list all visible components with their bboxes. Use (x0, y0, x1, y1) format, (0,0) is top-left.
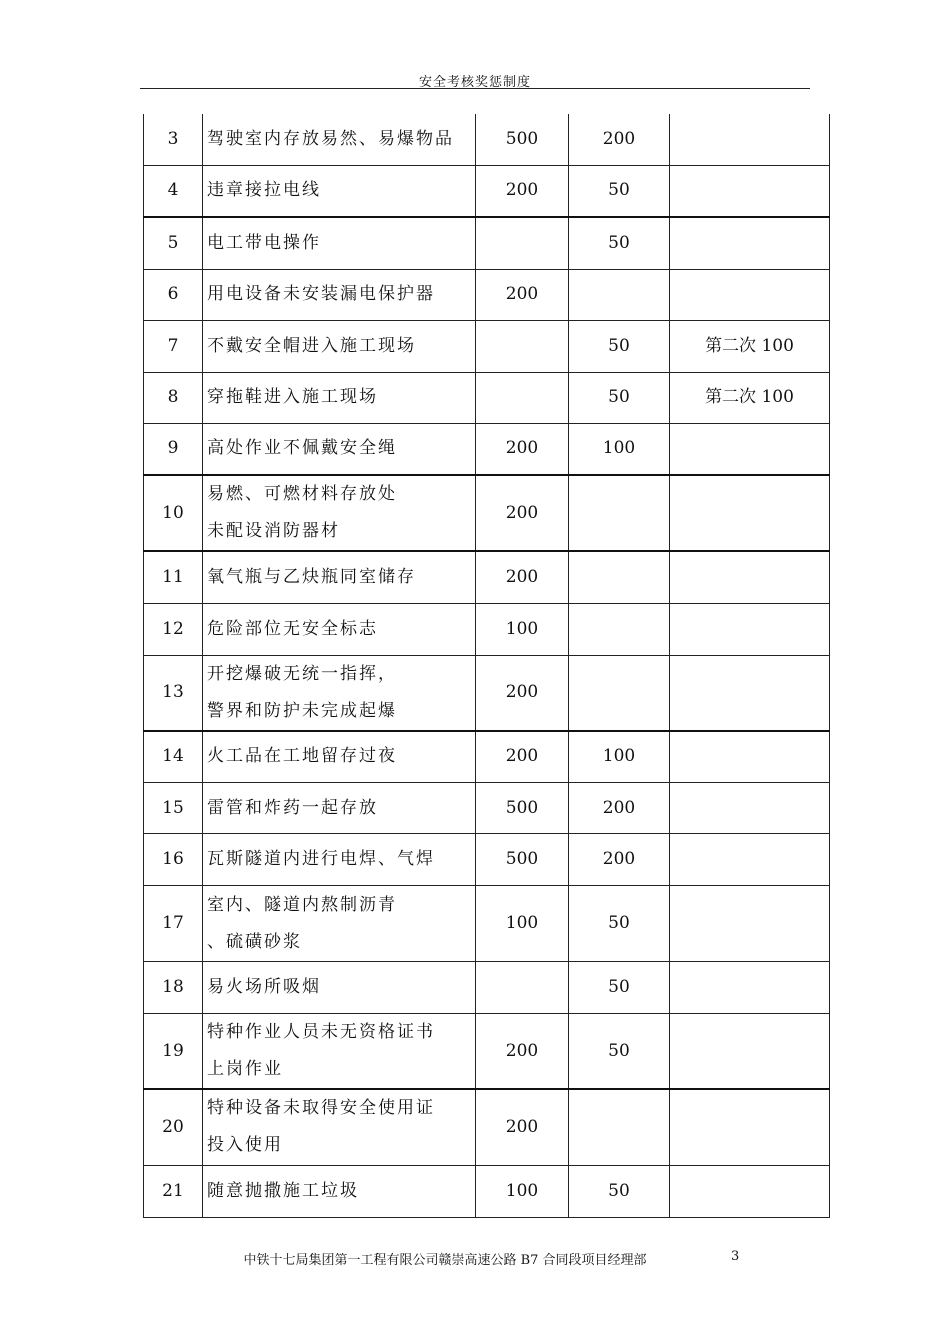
violation-item (203, 731, 476, 783)
fine-amount-a: 200 (476, 655, 569, 731)
violation-item-line: 氧气瓶与乙炔瓶同室储存 (207, 566, 416, 587)
fine-amount-b: 50 (569, 372, 670, 423)
violation-item (203, 165, 476, 217)
fine-amount-a: 200 (476, 423, 569, 475)
table-row (144, 1165, 830, 1217)
row-number: 8 (144, 372, 203, 423)
row-number: 21 (144, 1165, 203, 1217)
remark (670, 655, 830, 731)
violation-item (203, 217, 476, 269)
table-row (144, 423, 830, 475)
violation-item-line: 随意抛撒施工垃圾 (207, 1180, 359, 1201)
table-row (144, 475, 830, 551)
violation-item (203, 269, 476, 320)
violation-item-line: 驾驶室内存放易然、易爆物品 (207, 128, 454, 149)
fine-amount-b: 50 (569, 962, 670, 1014)
table-row (144, 783, 830, 834)
fine-amount-b: 50 (569, 320, 670, 372)
row-number: 19 (144, 1014, 203, 1090)
remark (670, 962, 830, 1014)
fine-amount-a (476, 217, 569, 269)
violation-item (203, 1089, 476, 1165)
remark (670, 1165, 830, 1217)
row-number: 17 (144, 886, 203, 962)
fine-amount-b (569, 551, 670, 603)
page-header-title: 安全考核奖惩制度 (418, 75, 531, 90)
violation-item-line: 开挖爆破无统一指挥， (207, 663, 397, 684)
violation-item-line: 上岗作业 (207, 1059, 283, 1079)
violation-item (203, 423, 476, 475)
remark (670, 886, 830, 962)
table-row (144, 269, 830, 320)
row-number: 9 (144, 423, 203, 475)
violation-item-line: 特种作业人员未无资格证书 (207, 1022, 435, 1042)
remark (670, 423, 830, 475)
header-divider (140, 88, 810, 89)
fine-amount-a: 500 (476, 834, 569, 886)
violation-item (203, 475, 476, 551)
violation-item-line: 危险部位无安全标志 (207, 618, 378, 639)
fine-amount-a: 200 (476, 1014, 569, 1090)
table-row (144, 731, 830, 783)
row-number: 18 (144, 962, 203, 1014)
violation-item (203, 551, 476, 603)
table-row (144, 551, 830, 603)
remark (670, 114, 830, 165)
penalty-table (143, 114, 830, 1218)
violation-item-line: 易燃、可燃材料存放处 (207, 484, 397, 504)
row-number: 13 (144, 655, 203, 731)
fine-amount-a: 200 (476, 165, 569, 217)
remark (670, 731, 830, 783)
violation-item-line: 雷管和炸药一起存放 (207, 797, 378, 818)
fine-amount-b (569, 475, 670, 551)
fine-amount-b: 200 (569, 834, 670, 886)
table-row (144, 372, 830, 423)
remark: 第二次 100 (670, 320, 830, 372)
table-row (144, 834, 830, 886)
fine-amount-a: 500 (476, 783, 569, 834)
fine-amount-a: 200 (476, 551, 569, 603)
violation-item (203, 655, 476, 731)
row-number: 11 (144, 551, 203, 603)
row-number: 3 (144, 114, 203, 165)
violation-item (203, 320, 476, 372)
fine-amount-a: 500 (476, 114, 569, 165)
table-row (144, 114, 830, 165)
violation-item (203, 372, 476, 423)
remark (670, 475, 830, 551)
fine-amount-b: 200 (569, 783, 670, 834)
row-number: 20 (144, 1089, 203, 1165)
fine-amount-b: 100 (569, 423, 670, 475)
violation-item (203, 1014, 476, 1090)
violation-item-line: 穿拖鞋进入施工现场 (207, 387, 378, 407)
fine-amount-b: 200 (569, 114, 670, 165)
violation-item (203, 886, 476, 962)
remark (670, 217, 830, 269)
table-row (144, 217, 830, 269)
table-row (144, 1014, 830, 1090)
row-number: 14 (144, 731, 203, 783)
remark (670, 1089, 830, 1165)
row-number: 12 (144, 603, 203, 655)
footer-organization: 中铁十七局集团第一工程有限公司赣崇高速公路 B7 合同段项目经理部 (243, 1253, 647, 1268)
fine-amount-a (476, 320, 569, 372)
row-number: 7 (144, 320, 203, 372)
table-row (144, 165, 830, 217)
violation-item (203, 783, 476, 834)
remark (670, 783, 830, 834)
violation-item (203, 962, 476, 1014)
row-number: 16 (144, 834, 203, 886)
violation-item-line: 用电设备未安装漏电保护器 (207, 284, 435, 304)
fine-amount-a: 100 (476, 603, 569, 655)
violation-item-line: 投入使用 (207, 1135, 283, 1156)
table-row (144, 886, 830, 962)
violation-item (203, 114, 476, 165)
fine-amount-b: 50 (569, 1014, 670, 1090)
row-number: 5 (144, 217, 203, 269)
remark (670, 165, 830, 217)
row-number: 4 (144, 165, 203, 217)
table-row (144, 603, 830, 655)
fine-amount-b (569, 269, 670, 320)
row-number: 6 (144, 269, 203, 320)
penalty-table-body (144, 114, 830, 1217)
fine-amount-b (569, 603, 670, 655)
violation-item-line: 、硫磺砂浆 (207, 931, 302, 952)
violation-item-line: 违章接拉电线 (207, 180, 321, 201)
fine-amount-b (569, 1089, 670, 1165)
violation-item-line: 易火场所吸烟 (207, 977, 321, 997)
violation-item (203, 834, 476, 886)
violation-item-line: 不戴安全帽进入施工现场 (207, 335, 416, 356)
fine-amount-b: 100 (569, 731, 670, 783)
row-number: 10 (144, 475, 203, 551)
violation-item-line: 高处作业不佩戴安全绳 (207, 438, 397, 459)
table-row (144, 655, 830, 731)
violation-item-line: 警界和防护未完成起爆 (207, 700, 397, 721)
fine-amount-a: 200 (476, 731, 569, 783)
remark (670, 603, 830, 655)
fine-amount-b: 50 (569, 217, 670, 269)
violation-item-line: 火工品在工地留存过夜 (207, 746, 397, 767)
fine-amount-a (476, 962, 569, 1014)
fine-amount-a: 200 (476, 269, 569, 320)
table-row (144, 962, 830, 1014)
violation-item-line: 电工带电操作 (207, 232, 321, 253)
remark: 第二次 100 (670, 372, 830, 423)
violation-item-line: 瓦斯隧道内进行电焊、气焊 (207, 849, 435, 869)
violation-item (203, 1165, 476, 1217)
remark (670, 551, 830, 603)
violation-item-line: 未配设消防器材 (207, 521, 340, 541)
remark (670, 834, 830, 886)
fine-amount-b (569, 655, 670, 731)
fine-amount-a: 100 (476, 886, 569, 962)
table-row (144, 1089, 830, 1165)
page-number: 3 (731, 1249, 740, 1264)
violation-item (203, 603, 476, 655)
fine-amount-a: 100 (476, 1165, 569, 1217)
fine-amount-a: 200 (476, 1089, 569, 1165)
fine-amount-b: 50 (569, 886, 670, 962)
remark (670, 269, 830, 320)
violation-item-line: 室内、隧道内熬制沥青 (207, 894, 397, 915)
fine-amount-a: 200 (476, 475, 569, 551)
table-row (144, 320, 830, 372)
fine-amount-b: 50 (569, 1165, 670, 1217)
row-number: 15 (144, 783, 203, 834)
violation-item-line: 特种设备未取得安全使用证 (207, 1098, 435, 1119)
remark (670, 1014, 830, 1090)
fine-amount-b: 50 (569, 165, 670, 217)
fine-amount-a (476, 372, 569, 423)
